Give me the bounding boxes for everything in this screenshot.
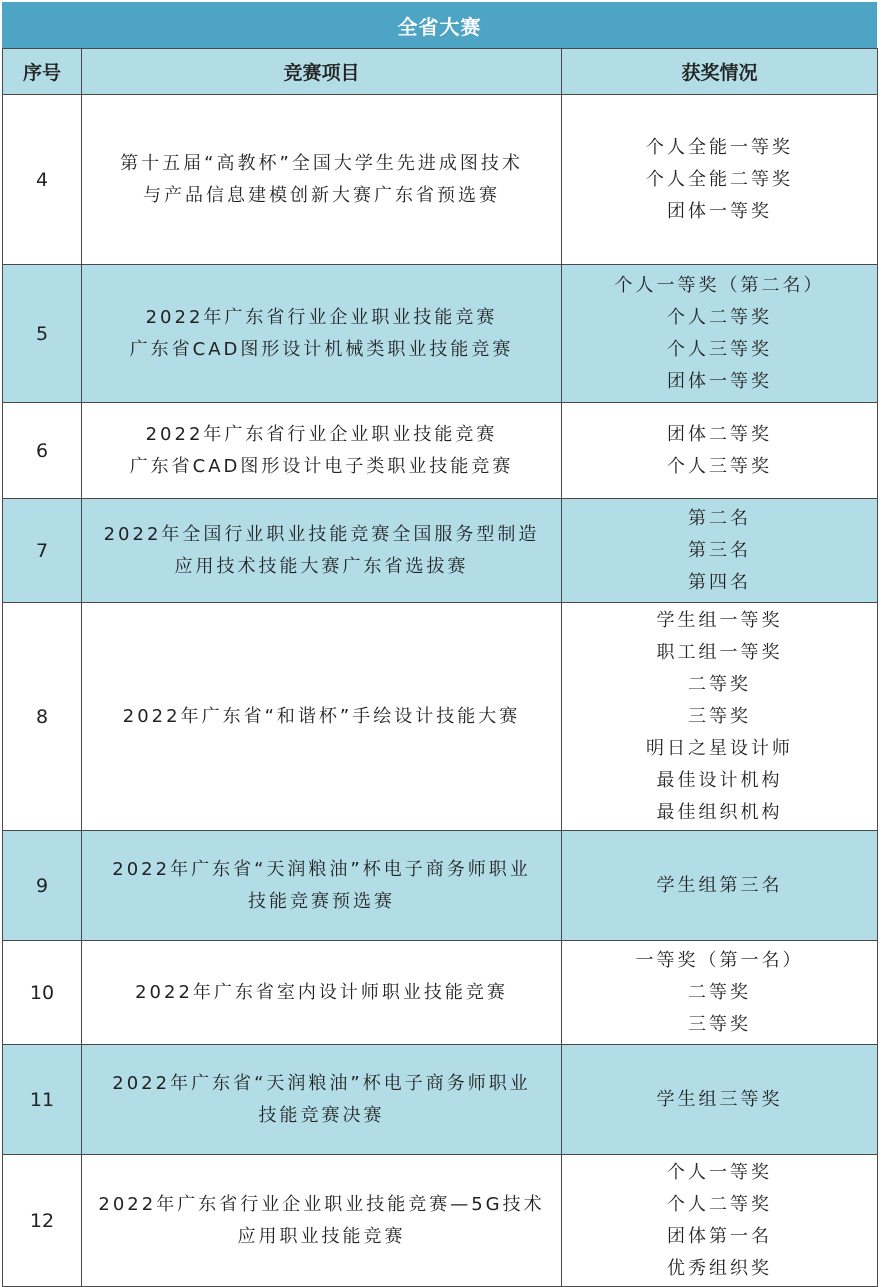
seq-cell: 9 [3, 831, 82, 941]
project-line: 2022年广东省“天润粮油”杯电子商务师职业 [112, 858, 531, 880]
project-cell [82, 265, 562, 403]
award-cell [562, 1045, 878, 1155]
project-line: 技能竞赛决赛 [258, 1104, 385, 1126]
project-line: 应用技术技能大赛广东省选拔赛 [174, 555, 469, 577]
award-cell [562, 941, 878, 1045]
award-line: 学生组第三名 [656, 874, 783, 896]
project-line: 2022年全国行业职业技能竞赛全国服务型制造 [103, 523, 540, 545]
award-header: 获奖情况 [562, 49, 878, 95]
award-line: 个人三等奖 [667, 338, 772, 360]
project-cell [82, 1045, 562, 1155]
award-cell [562, 499, 878, 603]
award-cell [562, 403, 878, 499]
seq-cell: 8 [3, 603, 82, 831]
table-row [3, 95, 878, 265]
header-row [3, 49, 878, 95]
project-line: 应用职业技能竞赛 [237, 1225, 406, 1247]
seq-cell: 11 [3, 1045, 82, 1155]
table-row [3, 499, 878, 603]
table-row [3, 1045, 878, 1155]
project-line: 广东省CAD图形设计机械类职业技能竞赛 [129, 338, 514, 360]
table-row [3, 403, 878, 499]
table-title: 全省大赛 [2, 2, 877, 48]
award-line: 个人一等奖（第二名） [614, 274, 825, 296]
award-cell [562, 1155, 878, 1287]
award-line: 一等奖（第一名） [635, 949, 804, 971]
award-line: 三等奖 [688, 1013, 751, 1035]
seq-cell: 10 [3, 941, 82, 1045]
award-line: 个人全能一等奖 [646, 136, 793, 158]
award-line: 个人三等奖 [667, 455, 772, 477]
seq-cell: 4 [3, 95, 82, 265]
table-row [3, 831, 878, 941]
project-line: 广东省CAD图形设计电子类职业技能竞赛 [129, 455, 514, 477]
award-cell [562, 831, 878, 941]
award-line: 团体二等奖 [667, 423, 772, 445]
seq-cell: 6 [3, 403, 82, 499]
award-line: 职工组一等奖 [656, 641, 783, 663]
award-line: 团体第一名 [667, 1225, 772, 1247]
award-cell [562, 265, 878, 403]
seq-cell: 5 [3, 265, 82, 403]
award-line: 二等奖 [688, 673, 751, 695]
seq-cell: 12 [3, 1155, 82, 1287]
award-line: 优秀组织奖 [667, 1257, 772, 1279]
award-line: 个人一等奖 [667, 1161, 772, 1183]
project-line: 2022年广东省“天润粮油”杯电子商务师职业 [112, 1072, 531, 1094]
award-line: 第四名 [688, 571, 751, 593]
award-line: 三等奖 [688, 705, 751, 727]
project-header: 竞赛项目 [82, 49, 562, 95]
award-line: 学生组三等奖 [656, 1088, 783, 1110]
table-row [3, 1155, 878, 1287]
awards-table [2, 48, 878, 1287]
seq-cell: 7 [3, 499, 82, 603]
project-line: 技能竞赛预选赛 [248, 890, 395, 912]
award-line: 第三名 [688, 539, 751, 561]
project-line: 2022年广东省室内设计师职业技能竞赛 [135, 981, 508, 1003]
award-line: 团体一等奖 [667, 200, 772, 222]
table-body [3, 95, 878, 1287]
project-cell [82, 1155, 562, 1287]
award-line: 最佳设计机构 [656, 769, 783, 791]
award-cell [562, 95, 878, 265]
award-line: 学生组一等奖 [656, 609, 783, 631]
seq-header: 序号 [3, 49, 82, 95]
table-row [3, 265, 878, 403]
project-line: 2022年广东省行业企业职业技能竞赛 [145, 306, 498, 328]
award-line: 第二名 [688, 507, 751, 529]
project-line: 第十五届“高教杯”全国大学生先进成图技术 [120, 152, 523, 174]
award-line: 明日之星设计师 [646, 737, 793, 759]
project-line: 2022年广东省行业企业职业技能竞赛 [145, 423, 498, 445]
project-cell [82, 403, 562, 499]
project-cell [82, 95, 562, 265]
project-cell [82, 603, 562, 831]
award-line: 最佳组织机构 [656, 801, 783, 823]
award-line: 个人全能二等奖 [646, 168, 793, 190]
project-cell [82, 941, 562, 1045]
award-line: 个人二等奖 [667, 306, 772, 328]
table-row [3, 941, 878, 1045]
project-line: 与产品信息建模创新大赛广东省预选赛 [143, 184, 500, 206]
award-line: 个人二等奖 [667, 1193, 772, 1215]
project-cell [82, 831, 562, 941]
project-cell [82, 499, 562, 603]
project-line: 2022年广东省行业企业职业技能竞赛—5G技术 [98, 1193, 545, 1215]
award-cell [562, 603, 878, 831]
award-line: 团体一等奖 [667, 370, 772, 392]
table-row [3, 603, 878, 831]
project-line: 2022年广东省“和谐杯”手绘设计技能大赛 [122, 705, 521, 727]
award-line: 二等奖 [688, 981, 751, 1003]
